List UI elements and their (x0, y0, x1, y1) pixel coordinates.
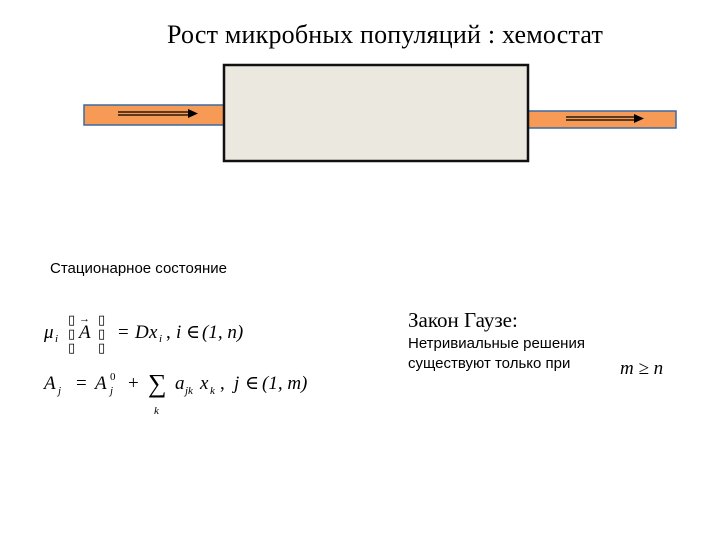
eq1-x-sub: i (159, 333, 163, 345)
eq1-close-bracket-bot: ▯ (98, 340, 106, 355)
eq2-equals: = (76, 373, 87, 394)
eq1-A: A (79, 322, 91, 343)
eq1-open-bracket-mid: ▯ (68, 326, 76, 341)
eq1-D: D (135, 322, 149, 343)
eq2-range: (1, m) (262, 373, 308, 394)
eq2-A: A (44, 373, 56, 394)
chemostat-diagram (0, 0, 720, 200)
eq1-open-bracket-top: ▯ (68, 312, 76, 327)
eq1-mu-sub: i (55, 333, 59, 345)
eq2-sum-sub: k (154, 405, 159, 417)
eq2-A0-sup: 0 (110, 371, 116, 383)
eq1-close-bracket-mid: ▯ (98, 326, 106, 341)
eq2-in: ∈ (245, 373, 260, 394)
eq1-range: (1, n) (202, 322, 244, 343)
gause-law-line-1: Нетривиальные решения (408, 335, 585, 352)
eq2-a: a (175, 373, 185, 394)
eq2-a-sub: jk (185, 385, 193, 397)
eq1-x: x (149, 322, 158, 343)
eq2-A0: A (95, 373, 107, 394)
eq1-close-bracket-top: ▯ (98, 312, 106, 327)
eq1-mu: μ (44, 322, 54, 343)
eq1-i: i (176, 322, 182, 343)
eq2-sum: ∑ (148, 369, 167, 398)
eq1-in: ∈ (186, 322, 201, 343)
eq2-A0-sub: j (110, 385, 114, 397)
eq1-comma: , (166, 322, 171, 343)
eq2-x: x (200, 373, 209, 394)
eq1-open-bracket-bot: ▯ (68, 340, 76, 355)
gause-law-title: Закон Гаузе: (408, 308, 518, 332)
eq2-comma: , (220, 373, 225, 394)
eq1-vector-arrow: → (79, 313, 90, 325)
steady-state-label: Стационарное состояние (50, 260, 227, 277)
eq2-plus: + (128, 373, 139, 394)
eq1-equals: = (118, 322, 129, 343)
chemostat-vessel (224, 65, 528, 161)
eq2-A-sub: j (58, 385, 62, 397)
slide-title: Рост микробных популяций : хемостат (167, 20, 603, 49)
equation-1 (43, 312, 243, 355)
gause-law-text (408, 334, 585, 374)
equation-2 (42, 369, 307, 417)
gause-condition: m ≥ n (620, 358, 664, 379)
eq2-x-sub: k (210, 385, 215, 397)
equations (30, 300, 370, 430)
eq2-j: j (234, 373, 240, 394)
gause-law-line-2: существуют только при (408, 355, 571, 372)
